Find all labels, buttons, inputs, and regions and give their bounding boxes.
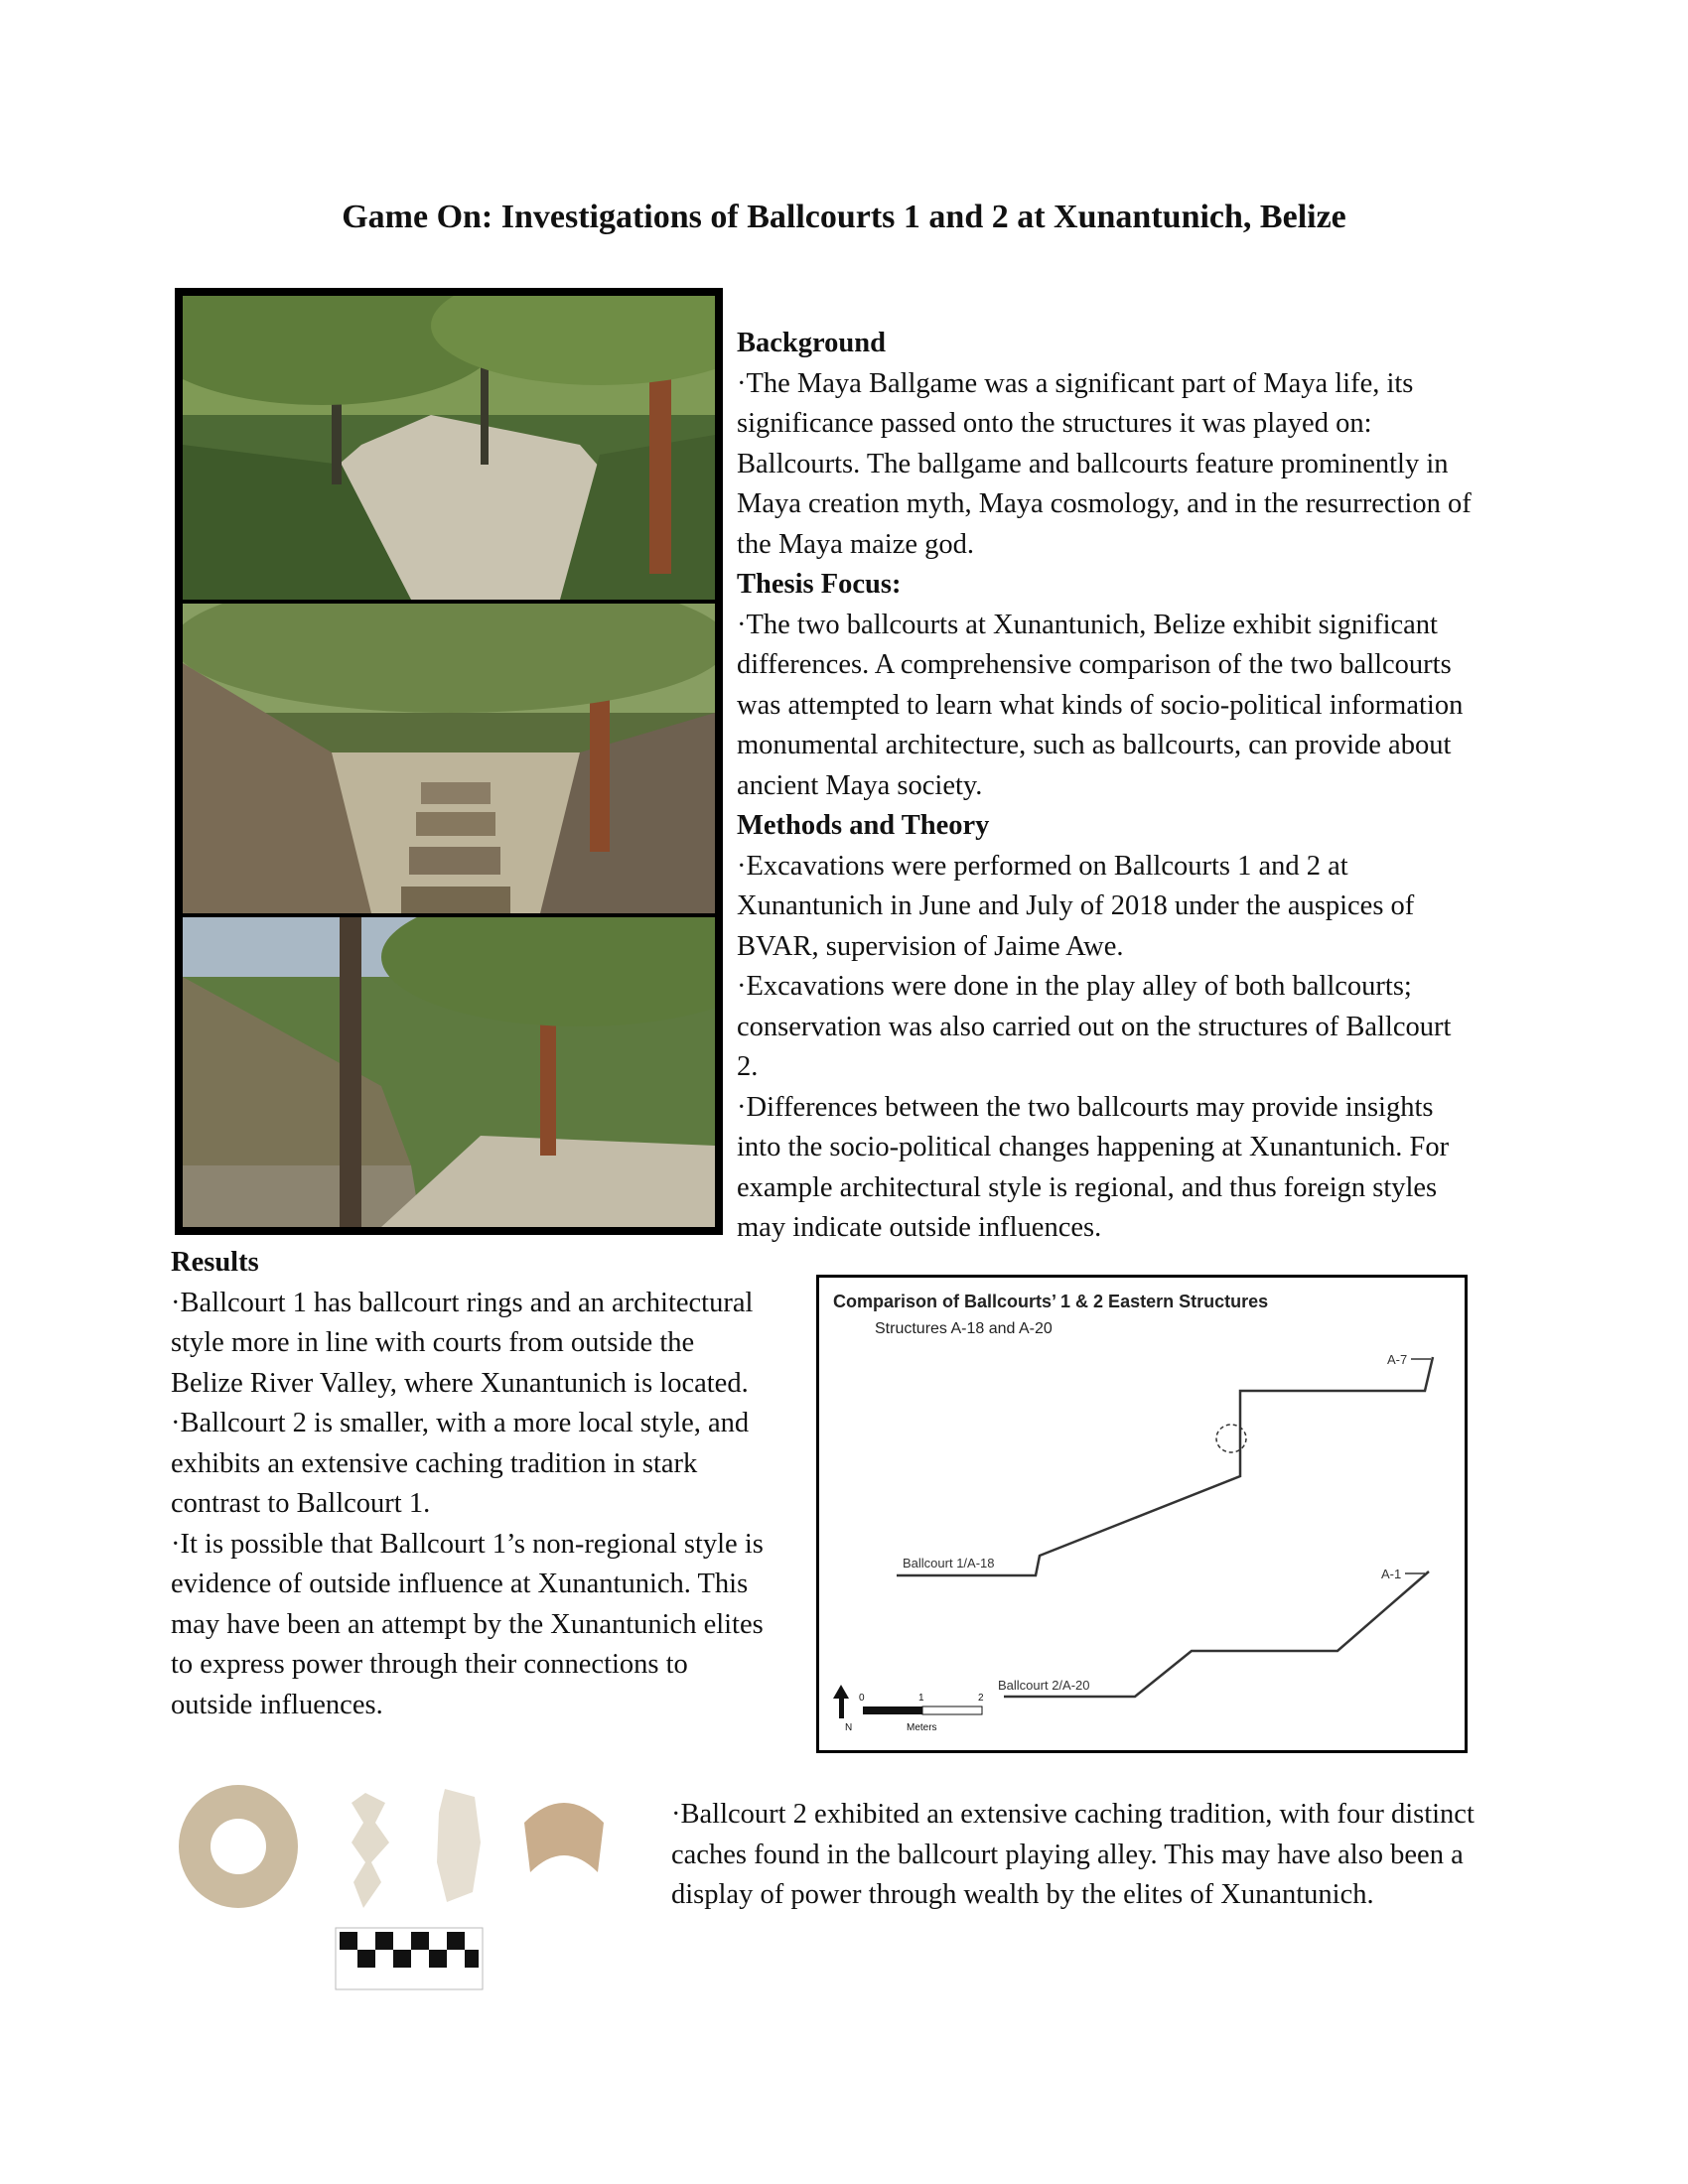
results-bullet: ·It is possible that Ballcourt 1’s non-regional style is evidence of outside influence at Xunantunich. This may have been an attempt by the Xunantunich elites to express power through their connections to outside influences.	[171, 1528, 764, 1720]
scale-label-1: 1	[918, 1693, 924, 1704]
label-a1: A-1	[1381, 1567, 1402, 1581]
cache-artifacts-photo	[177, 1783, 703, 2021]
scale-unit: Meters	[907, 1722, 937, 1733]
methods-heading: Methods and Theory	[737, 810, 990, 841]
ballcourt-photo-column	[175, 288, 723, 1235]
intro-section	[737, 324, 1472, 1249]
results-heading: Results	[171, 1247, 259, 1278]
thesis-heading: Thesis Focus:	[737, 569, 902, 600]
figure-subtitle: Structures A-18 and A-20	[875, 1320, 1053, 1337]
results-section	[171, 1243, 767, 1725]
page-title: Game On: Investigations of Ballcourts 1 and 2 at Xunantunich, Belize	[342, 199, 1346, 235]
label-ballcourt-2: Ballcourt 2/A-20	[998, 1678, 1090, 1693]
background-bullet: ·The Maya Ballgame was a significant part of Maya life, its significance passed onto the structures it was played on: Ballcourts. The ballgame and ballcourts feature prominently in Maya creation myth, Maya cosmology, and in the resurrection of the Maya maize god.	[737, 367, 1472, 560]
north-label: N	[845, 1722, 853, 1733]
label-ballcourt-1: Ballcourt 1/A-18	[903, 1556, 995, 1570]
thesis-bullet: ·The two ballcourts at Xunantunich, Belize exhibit significant differences. A comprehensive comparison of the two ballcourts was attempted to learn what kinds of socio-political information monumental architecture, such as ballcourts, can provide about ancient Maya society.	[737, 609, 1464, 801]
scale-bar	[863, 1706, 982, 1714]
results-bullet: ·Ballcourt 2 is smaller, with a more local style, and exhibits an extensive caching tradition in stark contrast to Ballcourt 1.	[171, 1408, 750, 1519]
north-arrow-icon	[833, 1685, 849, 1718]
scale-label-2: 2	[978, 1693, 984, 1704]
scale-label-0: 0	[859, 1693, 865, 1704]
methods-bullet: ·Excavations were done in the play alley of both ballcourts; conservation was also carried out on the structures of Ballcourt 2.	[737, 971, 1452, 1082]
background-heading: Background	[737, 328, 886, 358]
caching-section	[671, 1795, 1495, 1916]
ballcourt-photo-3	[183, 917, 715, 1227]
ballcourt-1-profile	[897, 1357, 1433, 1575]
ballcourt-photo-1	[183, 296, 715, 600]
methods-bullet: ·Differences between the two ballcourts may provide insights into the socio-political changes happening at Xunantunich. For example architectural style is regional, and thus foreign styles may indicate outside influences.	[737, 1091, 1450, 1243]
figure-title: Comparison of Ballcourts’ 1 & 2 Eastern Structures	[833, 1292, 1269, 1311]
results-bullet: ·Ballcourt 1 has ballcourt rings and an architectural style more in line with courts from outside the Belize River Valley, where Xunantunich is located.	[171, 1287, 754, 1399]
caching-text: ·Ballcourt 2 exhibited an extensive caching tradition, with four distinct caches found in the ballcourt playing alley. This may have also been a display of power through wealth by the elites of Xunantunich.	[671, 1799, 1475, 1910]
ballcourt-ring-icon	[1216, 1425, 1246, 1452]
methods-bullet: ·Excavations were performed on Ballcourts 1 and 2 at Xunantunich in June and July of 2018 under the auspices of BVAR, supervision of Jaime Awe.	[737, 850, 1415, 962]
label-a7: A-7	[1387, 1352, 1408, 1367]
profile-comparison-figure	[816, 1275, 1468, 1753]
ballcourt-photo-2	[183, 604, 715, 913]
